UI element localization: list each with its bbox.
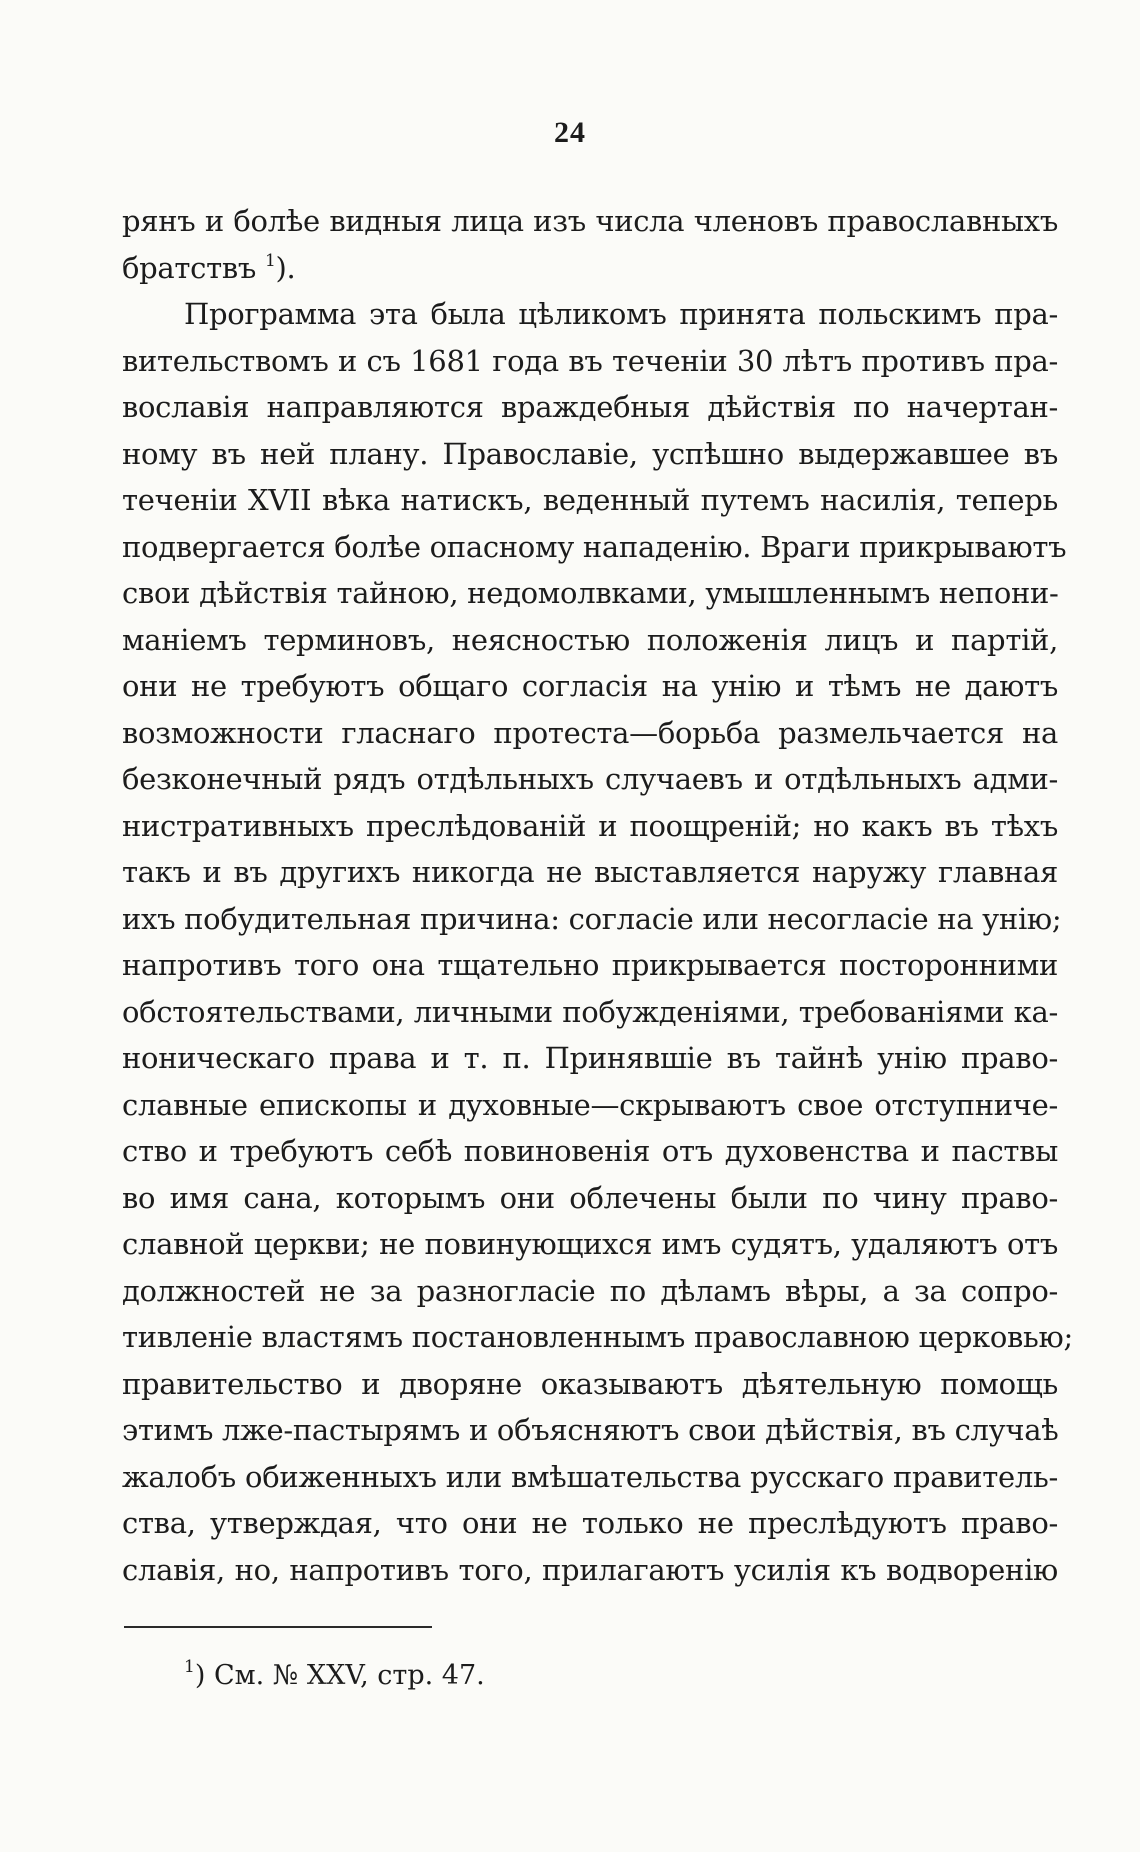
text-line: рянъ и болѣе видныя лица изъ числа членовъ православныхъ	[122, 204, 1058, 238]
text-line: правительство и дворяне оказываютъ дѣятельную помощь	[122, 1366, 1058, 1401]
text-line: ному въ ней плану. Православіе, успѣшно выдержавшее въ	[122, 436, 1058, 471]
text-line: маніемъ терминовъ, неясностью положенія лицъ и партій,	[122, 622, 1058, 657]
text-line: Программа эта была цѣликомъ принята польскимъ пра-	[184, 297, 1058, 331]
text-line	[122, 245, 1058, 292]
text-line: ихъ побудительная причина: согласіе или несогласіе на унію;	[122, 901, 1062, 936]
text-line: должностей не за разногласіе по дѣламъ вѣры, а за сопро-	[122, 1273, 1058, 1308]
text-line: во имя сана, которымъ они облечены были по чину право-	[122, 1180, 1058, 1215]
footnote-reference: 1	[264, 250, 276, 271]
text-line: напротивъ того она тщательно прикрывается посторонними	[122, 948, 1058, 982]
text-line: нистративныхъ преслѣдованій и поощреній; но какъ въ тѣхъ	[122, 808, 1058, 843]
text-line: ства, утверждая, что они не только не преслѣдуютъ право-	[122, 1506, 1058, 1540]
text-line: жалобъ обиженныхъ или вмѣшательства русскаго правитель-	[122, 1459, 1058, 1494]
text-line: такъ и въ другихъ никогда не выставляется наружу главная	[122, 855, 1058, 889]
footnote-text: ) См. № XXV, стр. 47.	[194, 1660, 485, 1691]
text-line: этимъ лже-пастырямъ и объясняютъ свои дѣйствія, въ случаѣ	[122, 1413, 1059, 1447]
text-line: тивленіе властямъ постановленнымъ православною церковью;	[122, 1320, 1073, 1354]
text-line: возможности гласнаго протеста—борьба размельчается на	[122, 715, 1058, 750]
text-line: безконечный рядъ отдѣльныхъ случаевъ и отдѣльныхъ адми-	[122, 762, 1058, 796]
page-number: 24	[554, 116, 586, 149]
text-line: вительствомъ и съ 1681 года въ теченіи 30 лѣтъ противъ пра-	[122, 343, 1058, 378]
text-line: ство и требуютъ себѣ повиновенія отъ духовенства и паствы	[122, 1134, 1058, 1168]
text-fragment: ).	[275, 250, 296, 285]
text-fragment: братствъ	[122, 250, 257, 285]
text-line: они не требуютъ общаго согласія на унію и тѣмъ не даютъ	[122, 669, 1058, 703]
text-line: подвергается болѣе опасному нападенію. Враги прикрываютъ	[122, 529, 1067, 564]
text-line: славные епископы и духовные—скрываютъ свое отступниче-	[122, 1087, 1058, 1122]
text-line: теченіи XVII вѣка натискъ, веденный путемъ насилія, теперь	[122, 483, 1058, 517]
footnote	[184, 1656, 485, 1696]
text-line: свои дѣйствія тайною, недомолвками, умышленнымъ непони-	[122, 576, 1059, 610]
text-line: ноническаго права и т. п. Принявшіе въ тайнѣ унію право-	[122, 1041, 1058, 1075]
text-line: славной церкви; не повинующихся имъ судятъ, удаляютъ отъ	[122, 1227, 1058, 1261]
text-line: обстоятельствами, личными побужденіями, требованіями ка-	[122, 994, 1058, 1029]
footnote-divider	[124, 1626, 432, 1628]
footnote-mark: 1	[184, 1657, 195, 1677]
text-line: славія, но, напротивъ того, прилагаютъ усилія къ водворенію	[122, 1552, 1058, 1587]
body-text	[122, 198, 1073, 1593]
text-line: вославія направляются враждебныя дѣйствія по начертан-	[122, 390, 1058, 424]
